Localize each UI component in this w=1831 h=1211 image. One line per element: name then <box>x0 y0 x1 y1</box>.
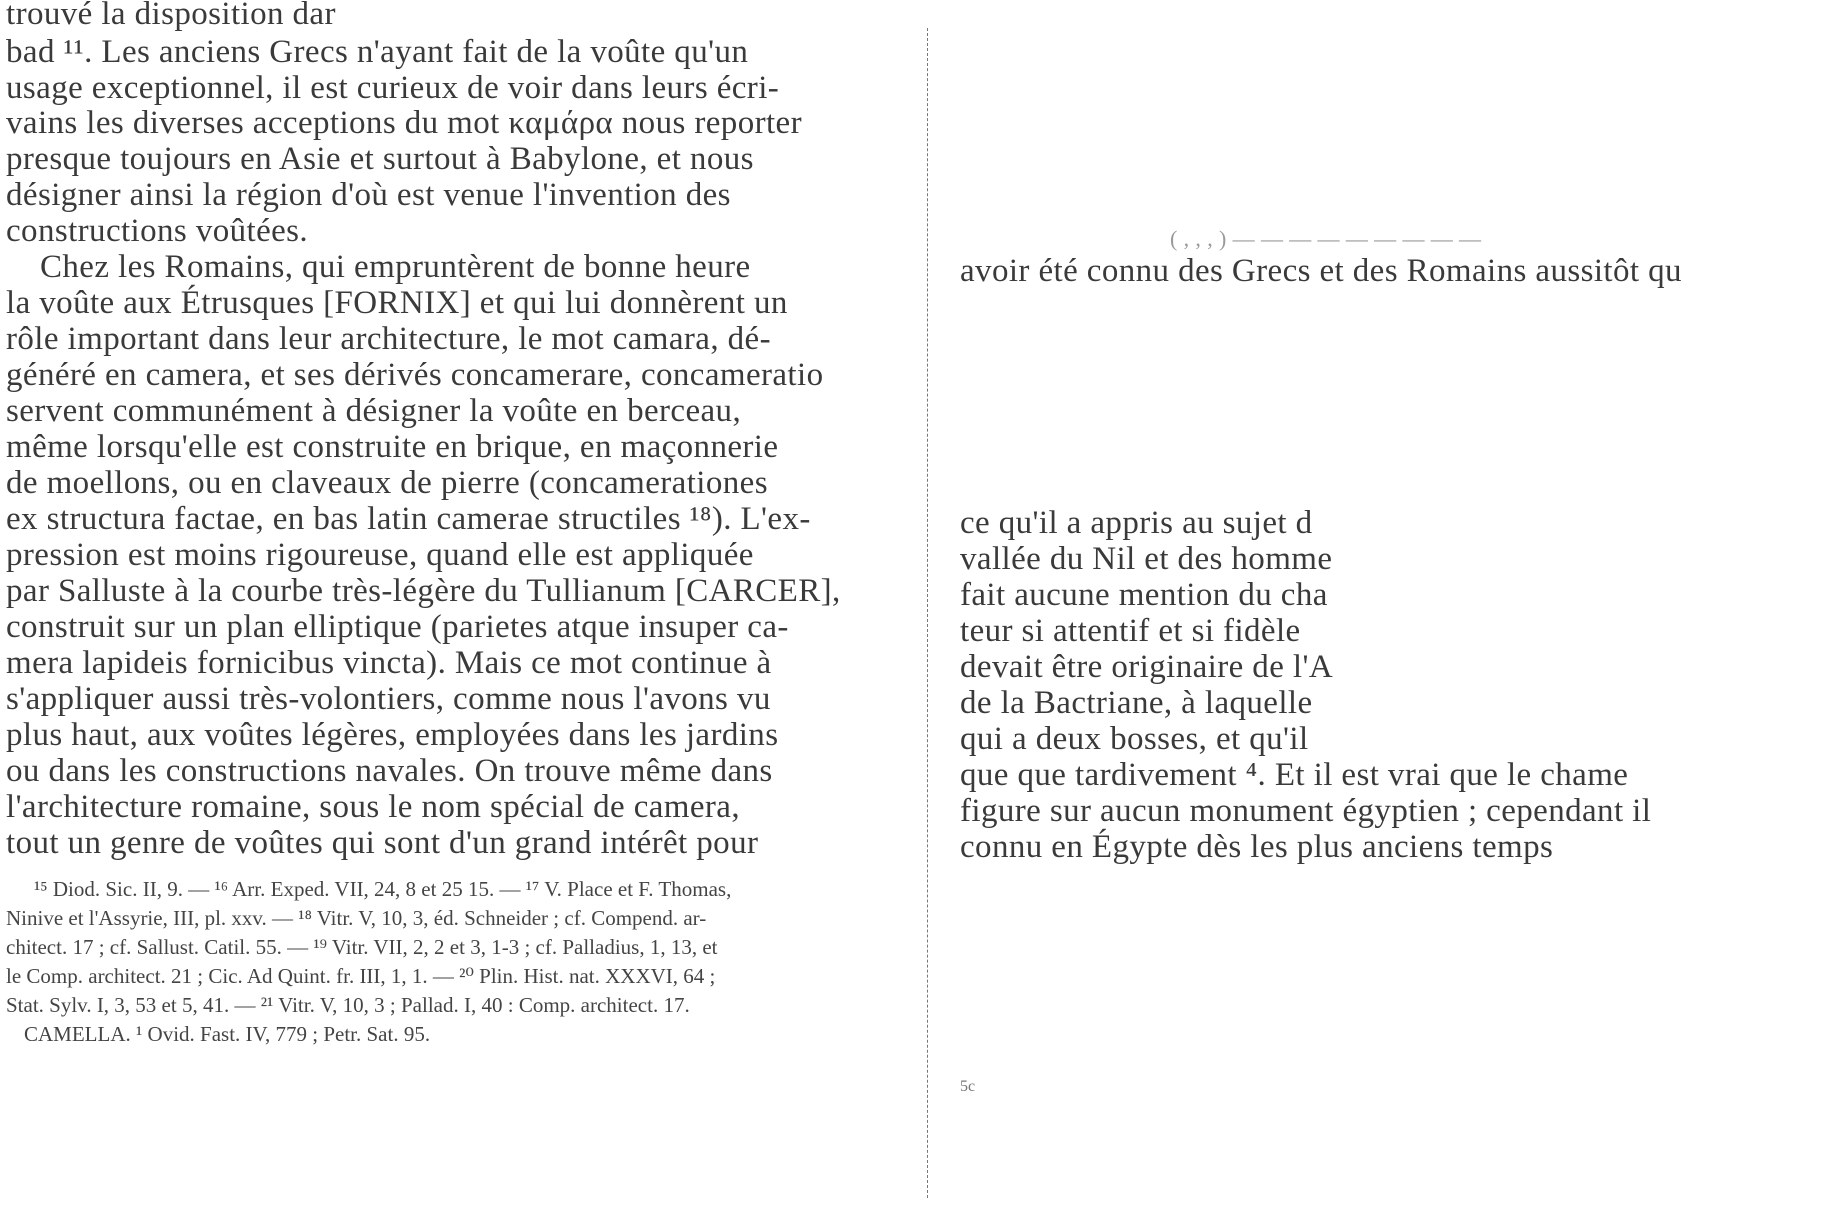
body-line: connu en Égypte dès les plus anciens temps <box>960 829 1554 865</box>
body-line: servent communément à désigner la voûte en berceau, <box>6 393 742 429</box>
body-line: qui a deux bosses, et qu'il <box>960 721 1309 757</box>
body-line: plus haut, aux voûtes légères, employées dans les jardins <box>6 717 779 753</box>
body-line: désigner ainsi la région d'où est venue l'invention des <box>6 177 731 213</box>
body-line: mera lapideis fornicibus vincta). Mais ce mot continue à <box>6 645 772 681</box>
body-line: constructions voûtées. <box>6 213 309 249</box>
body-line: ce qu'il a appris au sujet d <box>960 505 1313 541</box>
body-line: l'architecture romaine, sous le nom spécial de camera, <box>6 789 740 825</box>
body-line: Chez les Romains, qui empruntèrent de bonne heure <box>40 249 751 285</box>
body-line: usage exceptionnel, il est curieux de voir dans leurs écri- <box>6 70 780 106</box>
footnote-line: le Comp. architect. 21 ; Cic. Ad Quint. fr. III, 1, 1. — ²⁰ Plin. Hist. nat. XXXVI, 64 ; <box>6 964 716 988</box>
body-line: de la Bactriane, à laquelle <box>960 685 1313 721</box>
footnote-line: chitect. 17 ; cf. Sallust. Catil. 55. — ¹⁹ Vitr. VII, 2, 2 et 3, 1-3 ; cf. Palladius, 1, 13, et <box>6 935 718 959</box>
footnote-line: Stat. Sylv. I, 3, 53 et 5, 41. — ²¹ Vitr. V, 10, 3 ; Pallad. I, 40 : Comp. architect. 17. <box>6 993 690 1017</box>
body-line: avoir été connu des Grecs et des Romains aussitôt qu <box>960 253 1682 289</box>
footnote-line: Ninive et l'Assyrie, III, pl. xxv. — ¹⁸ Vitr. V, 10, 3, éd. Schneider ; cf. Compend. ar- <box>6 906 707 930</box>
body-line: figure sur aucun monument égyptien ; cependant il <box>960 793 1652 829</box>
body-line: la voûte aux Étrusques [FORNIX] et qui lui donnèrent un <box>6 285 788 321</box>
body-line: presque toujours en Asie et surtout à Babylone, et nous <box>6 141 754 177</box>
footnote-line: ¹⁵ Diod. Sic. II, 9. — ¹⁶ Arr. Exped. VII, 24, 8 et 25 15. — ¹⁷ V. Place et F. Thomas, <box>34 877 732 901</box>
body-line: vallée du Nil et des homme <box>960 541 1333 577</box>
body-line: teur si attentif et si fidèle <box>960 613 1301 649</box>
page-mark: 5c <box>960 1078 976 1095</box>
body-line: ex structura factae, en bas latin camerae structiles ¹⁸). L'ex- <box>6 501 811 537</box>
body-line: trouvé la disposition dar <box>6 0 336 32</box>
body-line: généré en camera, et ses dérivés concamerare, concameratio <box>6 357 824 393</box>
body-line: s'appliquer aussi très-volontiers, comme nous l'avons vu <box>6 681 771 717</box>
body-line: tout un genre de voûtes qui sont d'un grand intérêt pour <box>6 825 759 861</box>
body-line: ou dans les constructions navales. On trouve même dans <box>6 753 773 789</box>
body-line: vains les diverses acceptions du mot καμάρα nous reporter <box>6 105 802 141</box>
body-line: pression est moins rigoureuse, quand elle est appliquée <box>6 537 754 573</box>
body-line: construit sur un plan elliptique (parietes atque insuper ca- <box>6 609 789 645</box>
column-divider <box>927 28 928 1198</box>
body-line: par Salluste à la courbe très-légère du Tullianum [CARCER], <box>6 573 841 609</box>
footnote-line: CAMELLA. ¹ Ovid. Fast. IV, 779 ; Petr. Sat. 95. <box>24 1022 431 1046</box>
body-line: devait être originaire de l'A <box>960 649 1334 685</box>
body-line: rôle important dans leur architecture, le mot camara, dé- <box>6 321 771 357</box>
body-line: bad ¹¹. Les anciens Grecs n'ayant fait de la voûte qu'un <box>6 34 749 70</box>
body-line: de moellons, ou en claveaux de pierre (concamerationes <box>6 465 768 501</box>
body-line: fait aucune mention du cha <box>960 577 1328 613</box>
faint-line: ( , , , ) — — — — — — — — — <box>1170 226 1482 251</box>
body-line: même lorsqu'elle est construite en brique, en maçonnerie <box>6 429 779 465</box>
body-line: que que tardivement ⁴. Et il est vrai que le chame <box>960 757 1629 793</box>
